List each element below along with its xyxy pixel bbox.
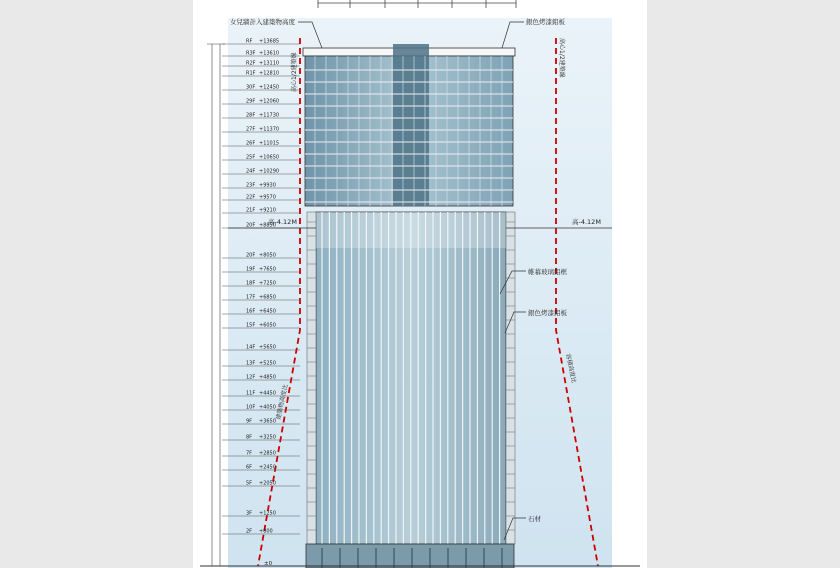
level-floor: 3F — [246, 510, 253, 517]
level-floor: 13F — [246, 360, 256, 367]
aluminum-panel-note: 銀色烤漆鋁板 — [528, 309, 567, 317]
level-elevation: +9570 — [259, 194, 276, 201]
level-floor: 23F — [246, 182, 256, 189]
level-elevation: +6050 — [259, 322, 276, 329]
level-floor: 26F — [246, 140, 256, 147]
parapet-note: 女兒牆計入建築物高度 — [230, 18, 295, 26]
level-elevation: +11015 — [259, 140, 280, 147]
level-floor: 30F — [246, 84, 256, 91]
level-elevation: +3250 — [259, 434, 276, 441]
level-elevation: +13610 — [259, 50, 280, 57]
level-floor: 12F — [246, 374, 256, 381]
level-elevation: +6850 — [259, 294, 276, 301]
stone-note: 石材 — [528, 515, 541, 523]
level-floor: 24F — [246, 168, 256, 175]
level-elevation: +4450 — [259, 390, 276, 397]
level-floor: 21F — [246, 207, 256, 214]
level-floor: 19F — [246, 266, 256, 273]
level-elevation: +7650 — [259, 266, 276, 273]
level-elevation: +7250 — [259, 280, 276, 287]
level-floor: 20F — [246, 252, 256, 259]
level-floor: 16F — [246, 308, 256, 315]
left-dimension-lines — [207, 44, 225, 566]
level-floor: 10F — [246, 404, 256, 411]
level-floor: R2F — [246, 60, 256, 67]
level-floor: 9F — [246, 418, 253, 425]
level-floor: 6F — [246, 464, 253, 471]
level-floor: 18F — [246, 280, 256, 287]
level-floor: 15F — [246, 322, 256, 329]
level-elevation: +1250 — [259, 510, 276, 517]
level-floor: 25F — [246, 154, 256, 161]
level-elevation: +6450 — [259, 308, 276, 315]
level-elevation: +4850 — [259, 374, 276, 381]
diagonal-label-right: 容積高度比 — [564, 352, 578, 384]
vertical-label-right: 高心1/2建築線 — [558, 38, 565, 78]
level-elevation: +2450 — [259, 464, 276, 471]
lower-podium — [307, 212, 515, 544]
level-floor: 8F — [246, 434, 253, 441]
ground-floor — [306, 544, 514, 568]
level-elevation: +800 — [259, 528, 273, 535]
level-floor: 22F — [246, 194, 256, 201]
level-elevation: +12810 — [259, 70, 280, 77]
level-elevation: +11730 — [259, 112, 280, 119]
level-floor: 29F — [246, 98, 256, 105]
level-elevation: +10650 — [259, 154, 280, 161]
level-floor: 11F — [246, 390, 256, 397]
level-floor: R1F — [246, 70, 256, 77]
level-elevation: +12450 — [259, 84, 280, 91]
level-elevation: +4050 — [259, 404, 276, 411]
level-floor: 14F — [246, 344, 256, 351]
diagonal-label-left: 建築物高度比 — [275, 383, 290, 421]
ground-elevation-label: ±0 — [264, 561, 273, 567]
level-elevation: +3650 — [259, 418, 276, 425]
level-floor: 7F — [246, 450, 253, 457]
level-elevation: +9930 — [259, 182, 276, 189]
level-elevation: +2050 — [259, 480, 276, 487]
level-elevation: +12060 — [259, 98, 280, 105]
height-label-left: 高-4.12M — [268, 218, 297, 226]
level-elevation: +9210 — [259, 207, 276, 214]
level-floor: 17F — [246, 294, 256, 301]
level-floor: 27F — [246, 126, 256, 133]
level-floor: 28F — [246, 112, 256, 119]
level-floor: 2F — [246, 528, 253, 535]
level-floor: RF — [246, 38, 253, 45]
level-floor: 5F — [246, 480, 253, 487]
level-floor: 20F — [246, 222, 256, 229]
level-elevation: +5250 — [259, 360, 276, 367]
curtain-wall-note: 帷幕玻璃鋁框 — [528, 268, 567, 276]
level-elevation: +8850 — [259, 222, 276, 229]
level-elevation: +2850 — [259, 450, 276, 457]
level-elevation: +5650 — [259, 344, 276, 351]
level-elevation: +13685 — [259, 38, 280, 45]
level-elevation: +13110 — [259, 60, 280, 67]
level-elevation: +10290 — [259, 168, 280, 175]
height-label-right: 高-4.12M — [572, 218, 601, 226]
aluminum-panel-note-top: 銀色烤漆鋁板 — [526, 18, 565, 26]
level-elevation: +8050 — [259, 252, 276, 259]
top-dimension-line — [318, 0, 516, 8]
level-elevation: +11370 — [259, 126, 280, 133]
level-floor: R3F — [246, 50, 256, 57]
vertical-label-left: 高心1/2建築線 — [291, 52, 298, 92]
upper-tower — [303, 44, 515, 206]
